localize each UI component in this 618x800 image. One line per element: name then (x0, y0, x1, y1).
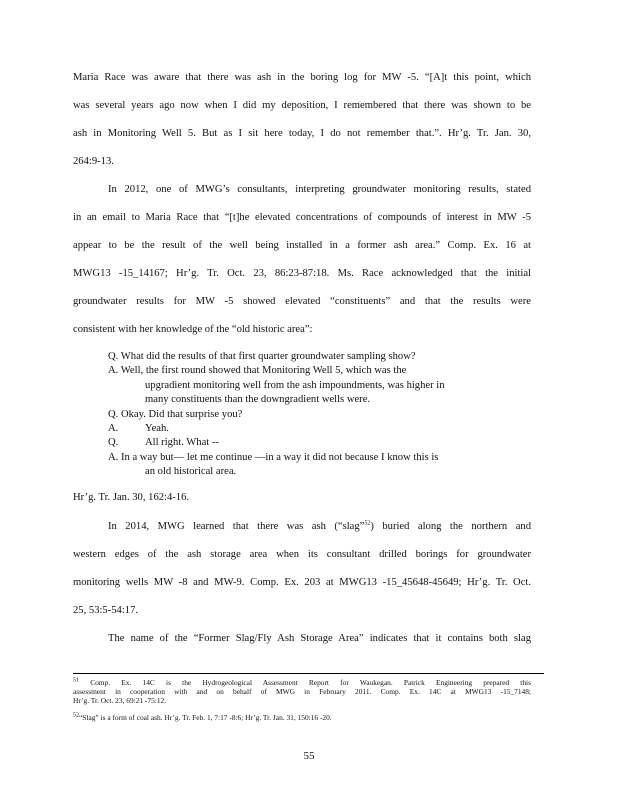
qa-line: A. Well, the first round showed that Monitoring Well 5, which was the (108, 365, 407, 377)
text-line: monitoring wells MW -8 and MW-9. Comp. Ex. 203 at MWG13 -15_45648-45649; Hr’g. Tr. Oct. (73, 577, 531, 588)
qa-line: upgradient monitoring well from the ash impoundments, was higher in (145, 379, 445, 391)
qa-line: Q. Okay. Did that surprise you? (108, 408, 243, 420)
text-line: In 2012, one of MWG’s consultants, interpreting groundwater monitoring results, stated (108, 184, 531, 195)
paragraph-2 (73, 184, 531, 336)
footnote-51: $^{51}$ Comp. Ex. 14C is the Hydrogeological Assessment Report for Waukegan. Patrick Engineering prepared this assessment in cooperation with and on behalf of MWG in February 2011. Comp. Ex. 14C at MWG13 -15_7148; Hr’g. Tr. Oct. 23, 69:21 -75:12. (73, 677, 531, 705)
text-line: groundwater results for MW -5 showed elevated “constituents” and that the results were (73, 296, 531, 307)
qa-line: Q. All right. What -- (108, 437, 219, 449)
qa-line: A. In a way but— let me continue —in a way it did not because I know this is (108, 451, 439, 463)
text-line: in an email to Maria Race that “[t]he elevated concentrations of compounds of interest in MW -5 (73, 212, 531, 223)
footnote-52: $^{52}$“Slag” is a form of coal ash. Hr’g. Tr. Feb. 1, 7:17 -8:6; Hr’g. Tr. Jan. 31, 150:16 -20. (73, 712, 332, 722)
paragraph-3 (73, 521, 531, 617)
text-line: 25, 53:5-54:17. (73, 605, 139, 616)
text-line: The name of the “Former Slag/Fly Ash Storage Area” indicates that it contains both slag (108, 633, 531, 644)
testimony-block (108, 350, 508, 480)
qa-line: an old historical area. (145, 466, 237, 478)
text-line: was several years ago now when I did my deposition, I remembered that there was shown to be (73, 100, 531, 111)
citation: Hr’g. Tr. Jan. 30, 162:4-16. (73, 492, 190, 503)
text-line: MWG13 -15_14167; Hr’g. Tr. Oct. 23, 86:23-87:18. Ms. Race acknowledged that the initial (73, 268, 531, 279)
text-line: 264:9-13. (73, 156, 114, 167)
text-line: western edges of the ash storage area when its consultant drilled borings for groundwater (73, 549, 531, 560)
text-line: In 2014, MWG learned that there was ash (“slag”$^{52}$) buried along the northern and (108, 520, 531, 532)
text-line: ash in Monitoring Well 5. But as I sit here today, I do not remember that.”. Hr’g. Tr. Jan. 30, (73, 128, 531, 139)
footnote-number: 52 (73, 712, 79, 719)
qa-line: many constituents than the downgradient wells were. (145, 394, 371, 406)
qa-line: Q. What did the results of that first quarter groundwater sampling show? (108, 351, 416, 362)
text-line: consistent with her knowledge of the “old historic area”: (73, 324, 313, 335)
footnote-number: 51 (73, 677, 79, 684)
text-line: Maria Race was aware that there was ash in the boring log for MW -5. “[A]t this point, which (73, 72, 531, 83)
footnote-ref-52: 52 (364, 520, 371, 527)
text-line: appear to be the result of the well being installed in a former ash area.” Comp. Ex. 16 at (73, 240, 531, 251)
qa-line: A. Yeah. (108, 422, 169, 434)
page-number: 55 (303, 750, 315, 762)
footnote-divider (73, 673, 544, 674)
paragraph-4 (73, 633, 531, 645)
paragraph-1 (73, 72, 531, 168)
